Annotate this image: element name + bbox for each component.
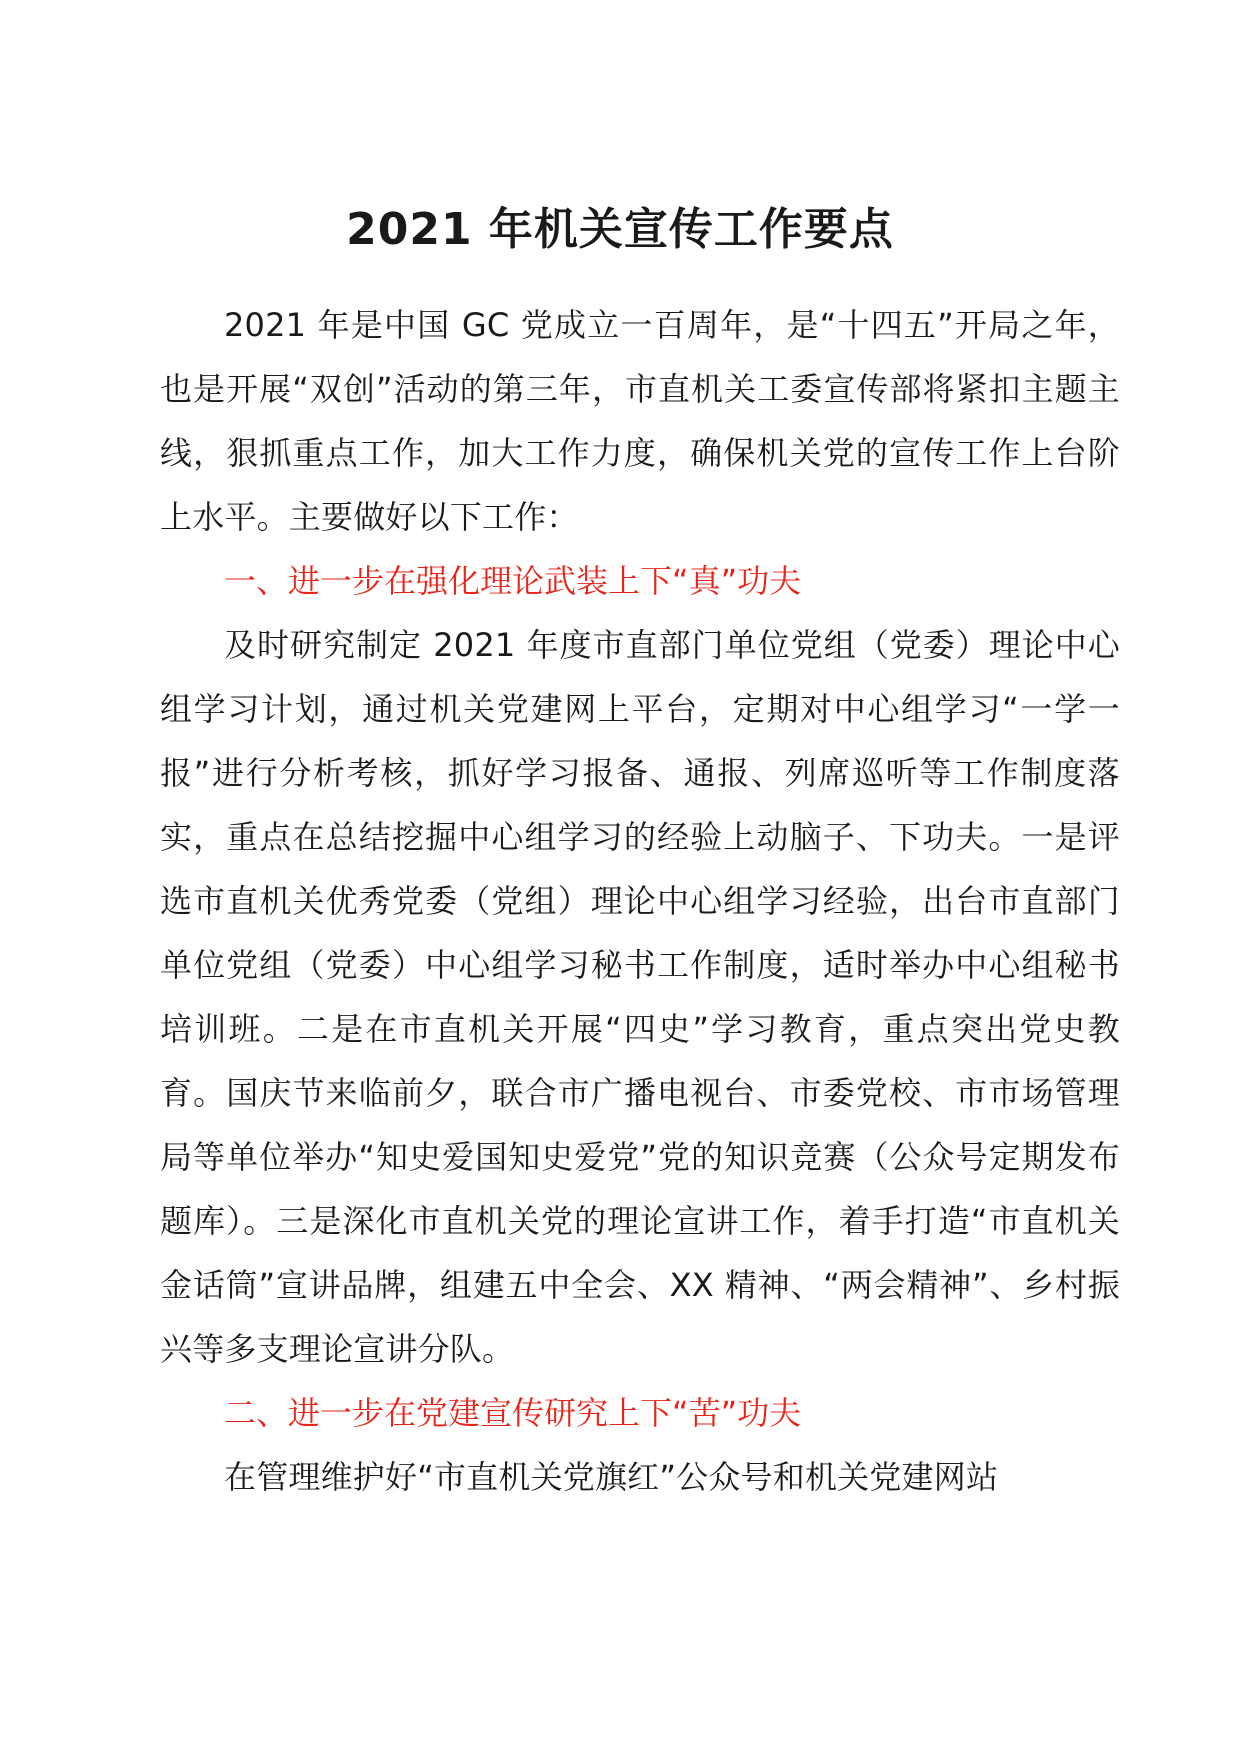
section-heading-1: 一、进一步在强化理论武装上下“真”功夫 [224,562,802,600]
section-heading-2: 二、进一步在党建宣传研究上下“苦”功夫 [224,1394,802,1432]
intro-paragraph: 2021 年是中国 GC 党成立一百周年，是“十四五”开局之年，也是开展“双创”活动的第三年，市直机关工委宣传部将紧扣主题主线，狠抓重点工作，加大工作力度，确保机关党的宣传工作上台阶上水平。主要做好以下工作： [160,306,1120,536]
section-2-paragraph: 在管理维护好“市直机关党旗红”公众号和机关党建网站 [224,1458,999,1496]
page-title: 2021 年机关宣传工作要点 [346,204,894,255]
document-body [160,293,1120,1509]
section-1-paragraph: 及时研究制定 2021 年度市直部门单位党组（党委）理论中心组学习计划，通过机关党建网上平台，定期对中心组学习“一学一报”进行分析考核，抓好学习报备、通报、列席巡听等工作制度落实，重点在总结挖掘中心组学习的经验上动脑子、下功夫。一是评选市直机关优秀党委（党组）理论中心组学习经验，出台市直部门单位党组（党委）中心组学习秘书工作制度，适时举办中心组秘书培训班。二是在市直机关开展“四史”学习教育，重点突出党史教育。国庆节来临前夕，联合市广播电视台、市委党校、市市场管理局等单位举办“知史爱国知史爱党”党的知识竞赛（公众号定期发布题库）。三是深化市直机关党的理论宣讲工作，着手打造“市直机关金话筒”宣讲品牌，组建五中全会、XX 精神、“两会精神”、乡村振兴等多支理论宣讲分队。 [160,626,1120,1368]
